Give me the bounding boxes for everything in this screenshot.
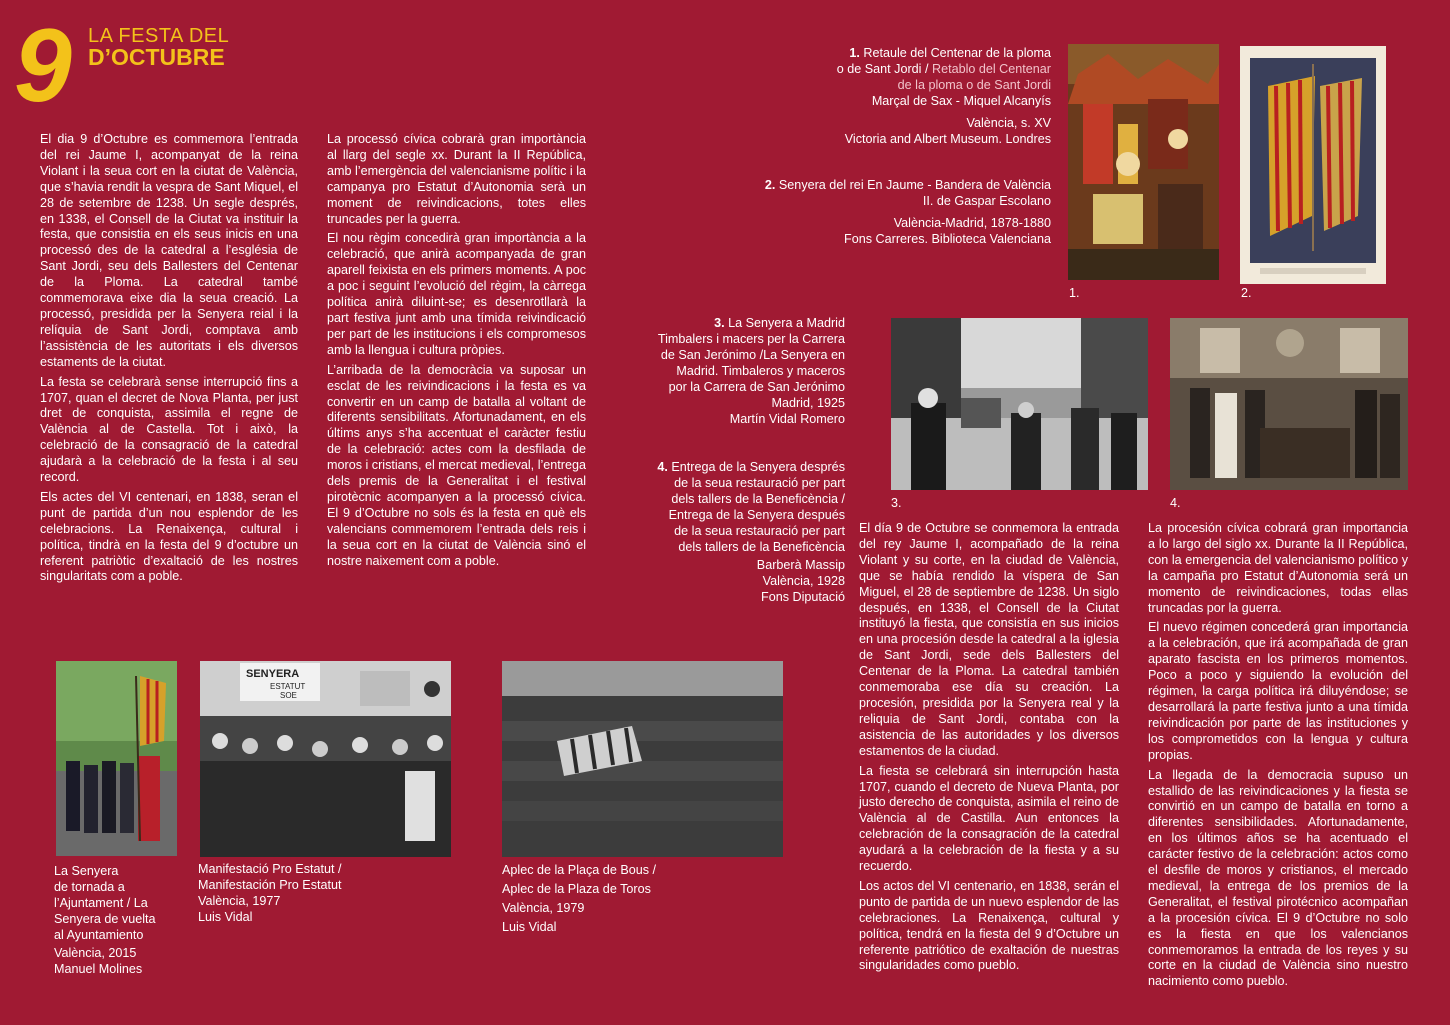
caption-4: [620, 459, 845, 605]
photo-label: 1.: [1069, 286, 1080, 300]
paragraph: La fiesta se celebrará sin interrupción hasta 1707, cuando el decreto de Nueva Planta, por justo derecho de conquista, asimila el reino de València al de Castilla. Aun entonces la celebración de la consagración de la catedral ayudará a la celebración de la fiesta y a su recuerdo.: [859, 763, 1119, 874]
madrid-procession-photo: [891, 318, 1148, 490]
paragraph: El nuevo régimen concederá gran importancia a la celebración, que irá acompañada de gran aparato fascista en los primeros momentos. Poco a poco y siguiendo la evolución del régimen, la carga política irá diluyéndose; se desarrollará la parte festiva junto a una tímida reivindicación por parte de las instituciones y los comprometidos con la lengua y cultura propias.: [1148, 620, 1408, 762]
caption-source: Fons Carreres. Biblioteca Valenciana: [844, 232, 1051, 246]
caption-text: Timbalers i macers per la Carrera: [657, 332, 845, 346]
caption-2: [740, 177, 1051, 247]
paragraph: El dia 9 d’Octubre es commemora l’entrada del rei Jaume I, acompanyat de la reina Violant i la seua cort en la ciutat de València, que s’havia rendit la vespra de Sant Miquel, el 28 de setembre de 1238. Un segle després, en 1338, el Consell de la Ciutat va instituir la festa, que consistia en els seus inicis en una processó des de la catedral a l’església de Sant Jordi, seu dels Ballesters del Centenar de la Ploma. La catedral també commemorava eixe dia la seua creació. La processó, presidida per la Senyera reial i la relíquia de Sant Jordi, comptava amb l’assistència de les autoritats i els diversos estaments de la ciutat.: [40, 132, 298, 369]
caption-text: Senyera del rei En Jaume - Bandera de València: [778, 178, 1051, 192]
spanish-column-1: [859, 521, 1119, 978]
caption-1: [790, 45, 1051, 147]
page-title-line2: D’OCTUBRE: [88, 44, 225, 70]
retable-painting-image: [1068, 44, 1219, 280]
paragraph: La llegada de la democracia supuso un estallido de las reivindicaciones y la fiesta se convirtió en un campo de batalla en torno a diferentes sensibilidades. Afortunadamente, en los últimos años se ha acentuado el carácter festivo de la celebración: actos como el desfile de moros y cristianos, el mercado medieval, la entrega de los premios de la Generalitat, el festival pirotécnico acompañan a la procesión cívica. El 9 d’Octubre no solo es la fiesta en que los valencianos conmemoramos la entrada de los reyes y su corte en la ciudad de València sino nuestro nacimiento como pueblo.: [1148, 767, 1408, 989]
caption-text: Manifestació Pro Estatut /: [198, 862, 342, 876]
caption-text: Entrega de la Senyera después: [668, 508, 845, 522]
paragraph: La procesión cívica cobrará gran importancia a lo largo del siglo xx. Durante la II República, con la emergencia del valencianismo político y la campaña pro Estatut d’Autonomia será un momento de reivindicaciones, todas ellas truncadas por la guerra.: [1148, 521, 1408, 615]
caption-text: dels tallers de la Beneficència /: [671, 492, 845, 506]
caption-place: València-Madrid, 1878-1880: [893, 216, 1051, 230]
caption-text: por la Carrera de San Jerónimo: [668, 380, 845, 394]
caption-author: Barberà Massip: [756, 558, 845, 572]
caption-number: 4.: [657, 460, 668, 474]
caption-text: al Ayuntamiento: [54, 928, 144, 942]
paragraph: Els actes del VI centenari, en 1838, seran el punt de partida d’un nou esplendor de les celebracions. La Renaixença, cultural i política, tindrà en la festa del 9 d’octubre un referent patriòtic d’exaltació de les nostres singularitats com a poble.: [40, 489, 298, 584]
caption-author: Marçal de Sax - Miquel Alcanyís: [871, 94, 1051, 108]
paragraph: L’arribada de la democràcia va suposar un esclat de les reivindicacions i la festa es va convertir en un camp de batalla al voltant de diferents sensibilitats. Afortunadament, en els últims anys s’ha accentuat el caràcter festiu de la celebració: actes com la desfilada de moros i cristians, el mercat medieval, l’entrega dels premis de la Generalitat i el festival pirotècnic acompanyen a la processó cívica. El 9 d’Octubre no sols és la festa en què els valencians commemorem l’entrada dels reis i la seua cort en la ciutat de València sinó el nostre naixement com a poble.: [327, 362, 586, 568]
caption-place: Madrid, 1925: [771, 396, 845, 410]
banner-text: SOE: [280, 691, 297, 700]
paragraph: Los actos del VI centenario, en 1838, serán el punto de partida de un nuevo esplendor de las celebraciones. La Renaixença, cultural y política, tendrá en la fiesta del 9 d’Octubre un referente patriótico de exaltación de nuestras singularidades como pueblo.: [859, 878, 1119, 973]
photo-label: 2.: [1241, 286, 1252, 300]
caption-text: Manifestación Pro Estatut: [198, 878, 342, 892]
aplec-plaza-toros-photo: [502, 661, 783, 857]
page-title-line1: LA FESTA DEL: [88, 25, 230, 47]
caption-text: de tornada a: [54, 880, 125, 894]
paragraph: La festa se celebrarà sense interrupció fins a 1707, quan el decret de Nova Planta, per just dret de conquista, assimila el regne de València al de Castella. Tot i això, la celebració de la consagració de la catedral ajudarà a la celebració de la festa i al seu record.: [40, 374, 298, 485]
caption-author: Manuel Molines: [54, 962, 143, 976]
caption-number: 1.: [849, 46, 860, 60]
caption-place: València, 1928: [762, 574, 845, 588]
caption-text-alt: Retablo del Centenar: [931, 62, 1051, 76]
caption-text: Aplec de la Plaza de Toros: [502, 882, 651, 896]
caption-source: Fons Diputació: [761, 590, 845, 604]
bottom-caption-3: [502, 861, 722, 937]
caption-text: La Senyera: [54, 864, 119, 878]
paragraph: La processó cívica cobrarà gran importància al llarg del segle xx. Durant la II República, amb l’emergència del valencianisme polític i la campanya pro Estatut d’Autonomia serà un moment de reivindicacions, totes elles truncades per la guerra.: [327, 132, 586, 226]
caption-text: II. de Gaspar Escolano: [922, 194, 1051, 208]
caption-text: de San Jerónimo /La Senyera en: [660, 348, 845, 362]
caption-source: Victoria and Albert Museum. Londres: [844, 132, 1051, 146]
caption-text: Entrega de la Senyera després: [671, 460, 845, 474]
caption-3: [620, 315, 845, 427]
caption-text: Aplec de la Plaça de Bous /: [502, 863, 657, 877]
caption-text: Retaule del Centenar de la ploma: [863, 46, 1051, 60]
caption-text-alt: de la ploma o de Sant Jordi: [897, 78, 1051, 92]
banner-text: ESTATUT: [270, 682, 306, 691]
caption-number: 2.: [764, 178, 776, 192]
caption-text: de la seua restauració per part: [674, 524, 845, 538]
photo-label: 4.: [1170, 496, 1181, 510]
paragraph: El nou règim concedirà gran importància a la celebració, que anirà acompanyada de gran aparell feixista en els primers moments. A poc a poc i seguint l’evolució del règim, la càrrega política anirà diluint-se; es desenrotllarà la part festiva junt amb una tímida reivindicació per part de les institucions i els compromesos amb la llengua i cultura pròpies.: [327, 231, 586, 357]
caption-author: Luis Vidal: [502, 920, 557, 934]
ajuntament-return-photo: [56, 661, 177, 856]
caption-number: 3.: [714, 316, 725, 330]
caption-text: Senyera de vuelta: [54, 912, 156, 926]
caption-text: o de Sant Jordi /: [836, 62, 929, 76]
senyera-print-image: [1240, 46, 1386, 284]
caption-place: València, 2015: [54, 946, 137, 960]
caption-author: Martín Vidal Romero: [729, 412, 845, 426]
caption-place: València, 1977: [198, 894, 281, 908]
caption-text: l’Ajuntament / La: [54, 896, 148, 910]
paragraph: El día 9 de Octubre se conmemora la entrada del rey Jaume I, acompañado de la reina Violant y su corte, en la ciudad de València, que se había rendido la víspera de San Miguel, el 28 de septiembre de 1238. Un siglo después, en 1338, el Consell de la Ciutat instituyó la fiesta, que consistía en sus inicios en una procesión desde la catedral a la iglesia de Sant Jordi, sede dels Ballesters del Centenar de la Ploma. La catedral también conmemoraba ese día su creación. La procesión, presidida por la Senyera real y la reliquia de Sant Jordi, contaba con la asistencia de las autoridades y los diversos estamentos de la ciudad.: [859, 521, 1119, 758]
valencian-column-1: [40, 132, 298, 589]
bottom-caption-1: [54, 863, 194, 977]
valencian-column-2: [327, 132, 586, 573]
caption-text: de la seua restauració per part: [674, 476, 845, 490]
spanish-column-2: [1148, 521, 1408, 994]
caption-text: Madrid. Timbaleros y maceros: [676, 364, 845, 378]
caption-author: Luis Vidal: [198, 910, 253, 924]
senyera-handover-photo: [1170, 318, 1408, 490]
banner-text: SENYERA: [246, 668, 300, 680]
pro-estatut-demonstration-photo: [200, 661, 451, 857]
caption-place: València, 1979: [502, 901, 585, 915]
caption-text: dels tallers de la Beneficència: [678, 540, 845, 554]
caption-text: La Senyera a Madrid: [728, 316, 845, 330]
bottom-caption-2: [198, 861, 398, 925]
chapter-number: 9: [14, 8, 72, 124]
photo-label: 3.: [891, 496, 902, 510]
caption-place: València, s. XV: [966, 116, 1051, 130]
